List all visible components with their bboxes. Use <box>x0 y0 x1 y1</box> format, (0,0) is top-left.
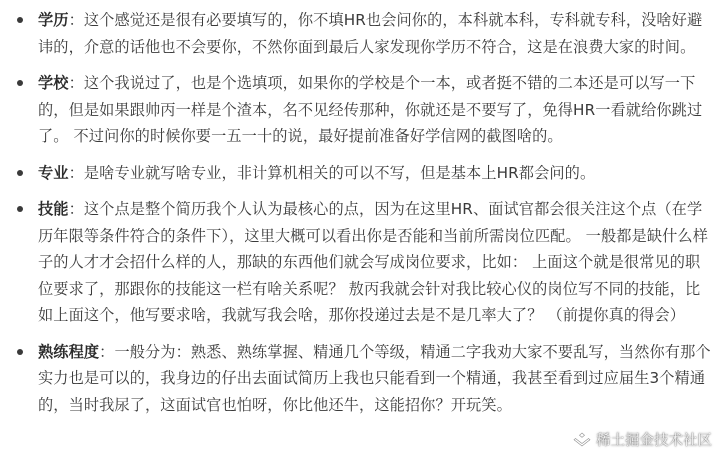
item-text: ：一般分为：熟悉、熟练掌握、精通几个等级，精通二字我劝大家不要乱写，当然你有那个实力也是可以的，我身边的仔出去面试简历上我也只能看到一个精通，我甚至看到过应届生3个精通的，当时我尿了，这面试官也怕呀，你比他还牛，这能招你？开玩笑。 <box>38 342 711 414</box>
list-item-proficiency <box>0 339 720 419</box>
item-text: ：这个我说过了，也是个选填项，如果你的学校是个一本，或者挺不错的二本还是可以写一下的，但是如果跟帅丙一样是个渣本，名不见经传那种，你就还是不要写了，免得HR一看就给你跳过了。 不过问你的时候你要一五一十的说，最好提前准备好学信网的截图啥的。 <box>38 74 703 145</box>
juejin-logo-icon <box>573 432 591 448</box>
term-label: 学历 <box>38 11 69 29</box>
term-label: 熟练程度 <box>38 342 100 361</box>
item-text: ：这个感觉还是很有必要填写的，你不填HR也会问你的，本科就本科，专科就专科，没啥好避讳的，介意的话他也不会要你，不然你面到最后人家发现你学历不符合，这是在浪费大家的时间。 <box>38 11 703 56</box>
list-item-school <box>0 70 720 150</box>
item-text: ：是啥专业就写啥专业，非计算机相关的可以不写，但是基本上HR都会问的。 <box>68 163 596 182</box>
watermark <box>573 429 712 450</box>
bullet-icon <box>17 349 23 355</box>
bullet-icon <box>17 206 23 212</box>
bullet-icon <box>17 170 23 176</box>
bullet-icon <box>17 80 23 86</box>
list-item-education <box>0 7 720 60</box>
term-label: 专业 <box>38 163 69 182</box>
term-label: 学校 <box>38 74 69 92</box>
list-item-skills <box>0 196 720 329</box>
bullet-icon <box>17 17 23 23</box>
item-text: ：这个点是整个简历我个人认为最核心的点，因为在这里HR、面试官都会很关注这个点（在学历年限等条件符合的条件下），这里大概可以看出你是否能和当前所需岗位匹配。 一般都是缺什么样子的人才才会招什么样的人，那缺的东西他们就会写成岗位要求，比如： 上面这个就是很常见的职位要求了，那跟你的技能这一栏有啥关系呢？ 敖丙我就会针对我比较心仪的岗位写不同的技能，比如上面这个，他写要求啥，我就写我会啥，那你投递过去是不是几率大了？ （前提你真的得会） <box>38 200 708 324</box>
list-item-major <box>0 160 720 187</box>
watermark-text: 稀土掘金技术社区 <box>596 433 712 449</box>
term-label: 技能 <box>38 200 69 218</box>
content-list <box>0 7 720 428</box>
